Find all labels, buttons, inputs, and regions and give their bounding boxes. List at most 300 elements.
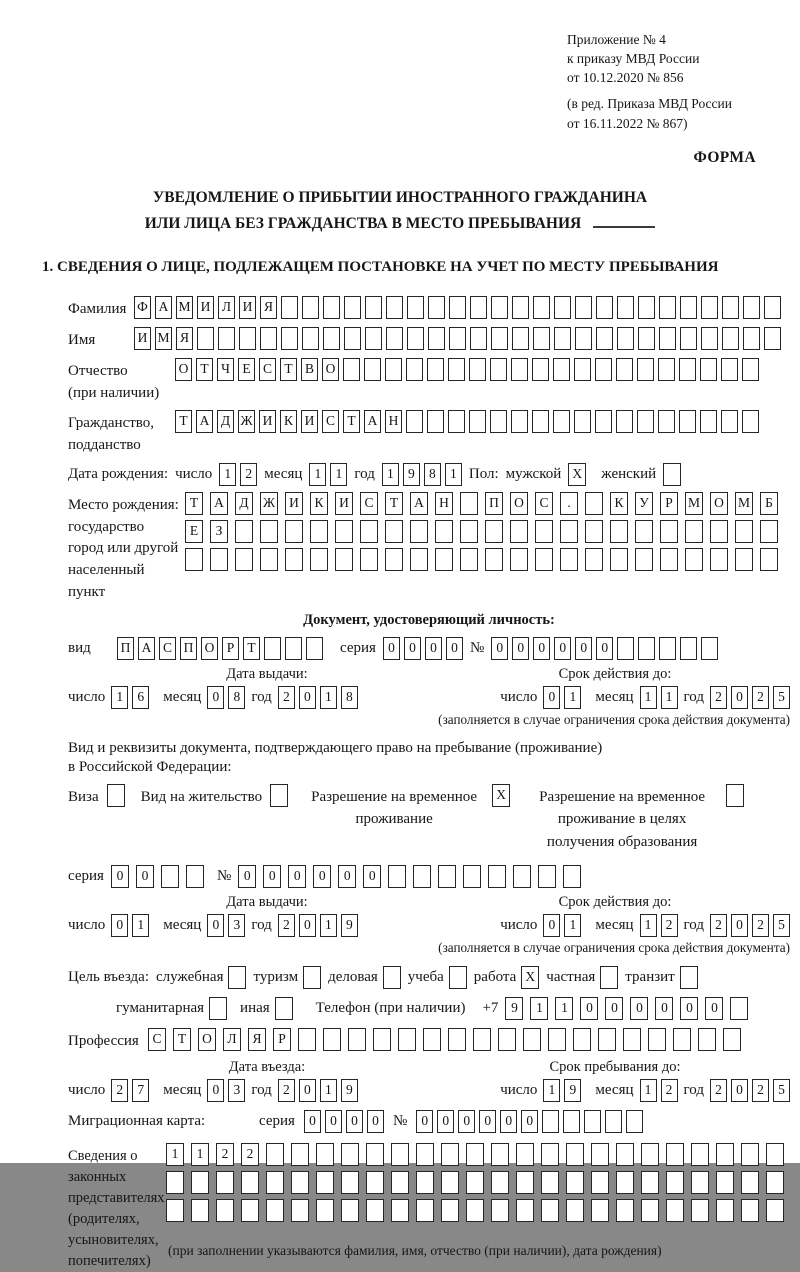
char-cell[interactable]: К [280, 410, 297, 433]
char-cell[interactable]: 0 [207, 914, 224, 937]
char-cell[interactable] [488, 865, 506, 888]
char-cell[interactable]: 2 [752, 1079, 769, 1102]
char-cell[interactable] [241, 1171, 259, 1194]
char-cell[interactable] [285, 520, 303, 543]
char-cell[interactable] [365, 296, 382, 319]
char-cell[interactable] [291, 1143, 309, 1166]
char-cell[interactable]: 1 [320, 914, 337, 937]
char-cell[interactable] [566, 1199, 584, 1222]
char-cell[interactable]: А [410, 492, 428, 515]
char-cell[interactable] [407, 327, 424, 350]
char-cell[interactable] [691, 1143, 709, 1166]
char-cell[interactable]: 2 [710, 914, 727, 937]
char-cell[interactable] [710, 548, 728, 571]
char-cell[interactable] [385, 520, 403, 543]
char-cell[interactable] [460, 520, 478, 543]
char-cell[interactable] [218, 327, 235, 350]
char-cell[interactable] [291, 1199, 309, 1222]
char-cell[interactable] [366, 1143, 384, 1166]
char-cell[interactable]: 1 [564, 914, 581, 937]
char-cell[interactable] [448, 358, 465, 381]
char-cell[interactable]: 0 [425, 637, 442, 660]
char-cell[interactable] [626, 1110, 643, 1133]
char-cell[interactable] [585, 492, 603, 515]
sex-female-checkbox[interactable] [663, 463, 681, 486]
char-cell[interactable]: 0 [731, 914, 748, 937]
char-cell[interactable]: И [259, 410, 276, 433]
char-cell[interactable] [310, 548, 328, 571]
purpose-study-checkbox[interactable] [449, 966, 467, 989]
residence-permit-checkbox[interactable] [270, 784, 288, 807]
char-cell[interactable] [722, 327, 739, 350]
char-cell[interactable] [463, 865, 481, 888]
char-cell[interactable] [310, 520, 328, 543]
char-cell[interactable]: 2 [216, 1143, 234, 1166]
char-cell[interactable]: И [134, 327, 151, 350]
char-cell[interactable] [735, 548, 753, 571]
purpose-other-checkbox[interactable] [275, 997, 293, 1020]
char-cell[interactable]: 0 [705, 997, 723, 1020]
char-cell[interactable] [239, 327, 256, 350]
char-cell[interactable]: Т [173, 1028, 191, 1051]
char-cell[interactable] [563, 865, 581, 888]
char-cell[interactable]: А [196, 410, 213, 433]
char-cell[interactable]: С [322, 410, 339, 433]
char-cell[interactable] [641, 1199, 659, 1222]
char-cell[interactable] [591, 1171, 609, 1194]
char-cell[interactable]: 2 [661, 914, 678, 937]
char-cell[interactable] [595, 410, 612, 433]
char-cell[interactable]: И [335, 492, 353, 515]
char-cell[interactable] [716, 1199, 734, 1222]
char-cell[interactable] [427, 410, 444, 433]
char-cell[interactable] [666, 1143, 684, 1166]
char-cell[interactable]: 0 [575, 637, 592, 660]
char-cell[interactable]: В [301, 358, 318, 381]
char-cell[interactable]: 0 [111, 914, 128, 937]
char-cell[interactable] [575, 296, 592, 319]
char-cell[interactable] [560, 548, 578, 571]
char-cell[interactable] [260, 548, 278, 571]
char-cell[interactable] [210, 548, 228, 571]
char-cell[interactable] [360, 520, 378, 543]
char-cell[interactable]: 0 [596, 637, 613, 660]
char-cell[interactable]: 1 [111, 686, 128, 709]
char-cell[interactable]: 1 [555, 997, 573, 1020]
char-cell[interactable] [584, 1110, 601, 1133]
char-cell[interactable] [680, 296, 697, 319]
char-cell[interactable]: Я [260, 296, 277, 319]
char-cell[interactable] [386, 327, 403, 350]
char-cell[interactable] [460, 492, 478, 515]
char-cell[interactable]: 0 [304, 1110, 321, 1133]
char-cell[interactable] [343, 358, 360, 381]
char-cell[interactable]: П [485, 492, 503, 515]
char-cell[interactable] [285, 548, 303, 571]
char-cell[interactable]: 9 [341, 914, 358, 937]
char-cell[interactable] [512, 327, 529, 350]
char-cell[interactable] [197, 327, 214, 350]
purpose-private-checkbox[interactable] [600, 966, 618, 989]
char-cell[interactable] [416, 1171, 434, 1194]
char-cell[interactable] [685, 548, 703, 571]
char-cell[interactable] [485, 520, 503, 543]
char-cell[interactable]: К [310, 492, 328, 515]
char-cell[interactable] [302, 327, 319, 350]
char-cell[interactable] [616, 1143, 634, 1166]
char-cell[interactable] [659, 296, 676, 319]
char-cell[interactable]: Н [435, 492, 453, 515]
char-cell[interactable] [764, 327, 781, 350]
char-cell[interactable] [616, 1199, 634, 1222]
char-cell[interactable] [680, 327, 697, 350]
char-cell[interactable] [585, 520, 603, 543]
char-cell[interactable] [764, 296, 781, 319]
char-cell[interactable] [428, 296, 445, 319]
char-cell[interactable] [260, 327, 277, 350]
char-cell[interactable]: 0 [313, 865, 331, 888]
char-cell[interactable] [685, 520, 703, 543]
char-cell[interactable]: Р [222, 637, 239, 660]
char-cell[interactable]: А [364, 410, 381, 433]
char-cell[interactable] [316, 1171, 334, 1194]
char-cell[interactable] [191, 1171, 209, 1194]
char-cell[interactable]: П [117, 637, 134, 660]
char-cell[interactable]: 0 [533, 637, 550, 660]
char-cell[interactable] [435, 520, 453, 543]
char-cell[interactable]: О [322, 358, 339, 381]
char-cell[interactable] [730, 997, 748, 1020]
char-cell[interactable] [716, 1171, 734, 1194]
char-cell[interactable] [701, 327, 718, 350]
char-cell[interactable]: 0 [111, 865, 129, 888]
char-cell[interactable] [385, 358, 402, 381]
char-cell[interactable] [635, 520, 653, 543]
char-cell[interactable] [659, 637, 676, 660]
char-cell[interactable]: 0 [512, 637, 529, 660]
char-cell[interactable]: 0 [363, 865, 381, 888]
char-cell[interactable] [553, 358, 570, 381]
char-cell[interactable] [512, 296, 529, 319]
char-cell[interactable]: М [176, 296, 193, 319]
visa-checkbox[interactable] [107, 784, 125, 807]
char-cell[interactable]: С [259, 358, 276, 381]
purpose-humanitarian-checkbox[interactable] [209, 997, 227, 1020]
char-cell[interactable] [701, 637, 718, 660]
char-cell[interactable] [554, 296, 571, 319]
char-cell[interactable] [742, 358, 759, 381]
char-cell[interactable] [485, 548, 503, 571]
char-cell[interactable] [490, 358, 507, 381]
char-cell[interactable] [281, 327, 298, 350]
char-cell[interactable] [216, 1171, 234, 1194]
char-cell[interactable] [735, 520, 753, 543]
char-cell[interactable] [574, 358, 591, 381]
char-cell[interactable]: 0 [446, 637, 463, 660]
char-cell[interactable]: Т [343, 410, 360, 433]
char-cell[interactable] [491, 296, 508, 319]
char-cell[interactable] [428, 327, 445, 350]
char-cell[interactable] [291, 1171, 309, 1194]
char-cell[interactable] [553, 410, 570, 433]
char-cell[interactable]: 6 [132, 686, 149, 709]
char-cell[interactable]: 3 [228, 914, 245, 937]
char-cell[interactable] [532, 410, 549, 433]
char-cell[interactable] [742, 410, 759, 433]
char-cell[interactable]: О [175, 358, 192, 381]
char-cell[interactable]: 8 [424, 463, 441, 486]
char-cell[interactable] [264, 637, 281, 660]
char-cell[interactable] [306, 637, 323, 660]
char-cell[interactable]: М [685, 492, 703, 515]
char-cell[interactable]: С [148, 1028, 166, 1051]
char-cell[interactable] [364, 358, 381, 381]
char-cell[interactable] [660, 520, 678, 543]
char-cell[interactable] [659, 327, 676, 350]
char-cell[interactable] [666, 1171, 684, 1194]
char-cell[interactable]: 8 [228, 686, 245, 709]
char-cell[interactable] [591, 1199, 609, 1222]
char-cell[interactable]: К [610, 492, 628, 515]
char-cell[interactable]: 1 [219, 463, 236, 486]
char-cell[interactable]: 0 [731, 1079, 748, 1102]
char-cell[interactable]: 1 [445, 463, 462, 486]
char-cell[interactable] [335, 548, 353, 571]
char-cell[interactable] [516, 1199, 534, 1222]
char-cell[interactable]: 1 [661, 686, 678, 709]
char-cell[interactable] [596, 296, 613, 319]
char-cell[interactable] [366, 1171, 384, 1194]
char-cell[interactable] [323, 296, 340, 319]
char-cell[interactable] [398, 1028, 416, 1051]
char-cell[interactable] [466, 1199, 484, 1222]
char-cell[interactable]: 2 [278, 914, 295, 937]
char-cell[interactable] [360, 548, 378, 571]
char-cell[interactable] [532, 358, 549, 381]
char-cell[interactable] [449, 296, 466, 319]
char-cell[interactable]: 9 [564, 1079, 581, 1102]
char-cell[interactable]: 2 [241, 1143, 259, 1166]
char-cell[interactable] [449, 327, 466, 350]
char-cell[interactable] [766, 1143, 784, 1166]
char-cell[interactable] [413, 865, 431, 888]
char-cell[interactable] [323, 1028, 341, 1051]
char-cell[interactable] [406, 410, 423, 433]
purpose-work-checkbox[interactable]: X [521, 966, 539, 989]
char-cell[interactable] [410, 548, 428, 571]
char-cell[interactable]: 9 [505, 997, 523, 1020]
char-cell[interactable] [491, 1143, 509, 1166]
char-cell[interactable]: Т [385, 492, 403, 515]
char-cell[interactable]: 0 [731, 686, 748, 709]
char-cell[interactable] [660, 548, 678, 571]
char-cell[interactable] [427, 358, 444, 381]
char-cell[interactable] [341, 1199, 359, 1222]
char-cell[interactable] [344, 296, 361, 319]
char-cell[interactable] [441, 1143, 459, 1166]
char-cell[interactable]: . [560, 492, 578, 515]
char-cell[interactable]: А [210, 492, 228, 515]
char-cell[interactable] [416, 1199, 434, 1222]
char-cell[interactable] [366, 1199, 384, 1222]
char-cell[interactable] [385, 548, 403, 571]
char-cell[interactable] [541, 1143, 559, 1166]
char-cell[interactable]: 0 [299, 914, 316, 937]
char-cell[interactable]: 1 [543, 1079, 560, 1102]
char-cell[interactable] [535, 548, 553, 571]
char-cell[interactable]: Р [660, 492, 678, 515]
char-cell[interactable] [285, 637, 302, 660]
char-cell[interactable] [700, 358, 717, 381]
purpose-tourism-checkbox[interactable] [303, 966, 321, 989]
char-cell[interactable]: 0 [136, 865, 154, 888]
char-cell[interactable]: 0 [299, 1079, 316, 1102]
char-cell[interactable] [344, 327, 361, 350]
purpose-official-checkbox[interactable] [228, 966, 246, 989]
char-cell[interactable]: 9 [403, 463, 420, 486]
char-cell[interactable] [490, 410, 507, 433]
char-cell[interactable]: С [535, 492, 553, 515]
char-cell[interactable] [617, 637, 634, 660]
char-cell[interactable]: Ч [217, 358, 234, 381]
char-cell[interactable] [216, 1199, 234, 1222]
char-cell[interactable]: 2 [661, 1079, 678, 1102]
char-cell[interactable] [598, 1028, 616, 1051]
char-cell[interactable]: 2 [710, 686, 727, 709]
char-cell[interactable]: 2 [278, 1079, 295, 1102]
char-cell[interactable]: Д [235, 492, 253, 515]
char-cell[interactable]: 2 [111, 1079, 128, 1102]
char-cell[interactable] [638, 637, 655, 660]
char-cell[interactable]: 8 [341, 686, 358, 709]
char-cell[interactable] [616, 358, 633, 381]
char-cell[interactable] [523, 1028, 541, 1051]
char-cell[interactable] [760, 548, 778, 571]
char-cell[interactable]: 7 [132, 1079, 149, 1102]
char-cell[interactable]: 1 [640, 914, 657, 937]
char-cell[interactable]: У [635, 492, 653, 515]
char-cell[interactable] [266, 1199, 284, 1222]
char-cell[interactable] [281, 296, 298, 319]
char-cell[interactable] [266, 1143, 284, 1166]
char-cell[interactable]: 0 [630, 997, 648, 1020]
char-cell[interactable]: Ж [238, 410, 255, 433]
char-cell[interactable]: И [197, 296, 214, 319]
char-cell[interactable] [498, 1028, 516, 1051]
char-cell[interactable]: Л [218, 296, 235, 319]
char-cell[interactable] [673, 1028, 691, 1051]
char-cell[interactable]: И [301, 410, 318, 433]
char-cell[interactable] [741, 1143, 759, 1166]
char-cell[interactable] [605, 1110, 622, 1133]
char-cell[interactable]: 2 [752, 914, 769, 937]
char-cell[interactable]: 2 [752, 686, 769, 709]
char-cell[interactable] [617, 327, 634, 350]
char-cell[interactable] [416, 1143, 434, 1166]
char-cell[interactable] [701, 296, 718, 319]
char-cell[interactable]: 1 [330, 463, 347, 486]
char-cell[interactable]: О [198, 1028, 216, 1051]
char-cell[interactable] [470, 296, 487, 319]
char-cell[interactable]: 0 [605, 997, 623, 1020]
char-cell[interactable] [679, 358, 696, 381]
char-cell[interactable]: 2 [710, 1079, 727, 1102]
char-cell[interactable] [302, 296, 319, 319]
char-cell[interactable]: 0 [479, 1110, 496, 1133]
char-cell[interactable] [637, 410, 654, 433]
temporary-residence-education-checkbox[interactable] [726, 784, 744, 807]
char-cell[interactable] [554, 327, 571, 350]
char-cell[interactable] [766, 1199, 784, 1222]
char-cell[interactable] [566, 1143, 584, 1166]
char-cell[interactable] [538, 865, 556, 888]
char-cell[interactable]: 0 [500, 1110, 517, 1133]
char-cell[interactable] [473, 1028, 491, 1051]
char-cell[interactable]: 0 [554, 637, 571, 660]
char-cell[interactable]: Р [273, 1028, 291, 1051]
char-cell[interactable]: 1 [530, 997, 548, 1020]
char-cell[interactable] [585, 548, 603, 571]
char-cell[interactable] [641, 1143, 659, 1166]
char-cell[interactable]: Н [385, 410, 402, 433]
char-cell[interactable] [341, 1143, 359, 1166]
char-cell[interactable] [266, 1171, 284, 1194]
char-cell[interactable] [560, 520, 578, 543]
char-cell[interactable] [406, 358, 423, 381]
char-cell[interactable] [658, 410, 675, 433]
char-cell[interactable] [610, 520, 628, 543]
char-cell[interactable] [511, 410, 528, 433]
char-cell[interactable]: 1 [320, 686, 337, 709]
char-cell[interactable]: Т [185, 492, 203, 515]
char-cell[interactable] [298, 1028, 316, 1051]
char-cell[interactable] [542, 1110, 559, 1133]
char-cell[interactable] [722, 296, 739, 319]
char-cell[interactable] [435, 548, 453, 571]
char-cell[interactable]: 1 [382, 463, 399, 486]
char-cell[interactable] [591, 1143, 609, 1166]
char-cell[interactable] [610, 548, 628, 571]
char-cell[interactable] [438, 865, 456, 888]
char-cell[interactable]: М [735, 492, 753, 515]
char-cell[interactable] [691, 1199, 709, 1222]
char-cell[interactable]: 0 [207, 1079, 224, 1102]
char-cell[interactable]: Ж [260, 492, 278, 515]
char-cell[interactable] [516, 1143, 534, 1166]
purpose-transit-checkbox[interactable] [680, 966, 698, 989]
char-cell[interactable]: 0 [437, 1110, 454, 1133]
char-cell[interactable] [316, 1143, 334, 1166]
char-cell[interactable] [513, 865, 531, 888]
char-cell[interactable]: 1 [640, 686, 657, 709]
char-cell[interactable] [448, 410, 465, 433]
char-cell[interactable] [510, 548, 528, 571]
char-cell[interactable] [161, 865, 179, 888]
char-cell[interactable] [470, 327, 487, 350]
char-cell[interactable]: 0 [383, 637, 400, 660]
char-cell[interactable]: 1 [320, 1079, 337, 1102]
char-cell[interactable] [596, 327, 613, 350]
char-cell[interactable] [541, 1199, 559, 1222]
char-cell[interactable] [658, 358, 675, 381]
char-cell[interactable] [623, 1028, 641, 1051]
char-cell[interactable] [241, 1199, 259, 1222]
char-cell[interactable] [373, 1028, 391, 1051]
char-cell[interactable]: 1 [564, 686, 581, 709]
char-cell[interactable]: И [285, 492, 303, 515]
char-cell[interactable]: С [360, 492, 378, 515]
char-cell[interactable] [448, 1028, 466, 1051]
